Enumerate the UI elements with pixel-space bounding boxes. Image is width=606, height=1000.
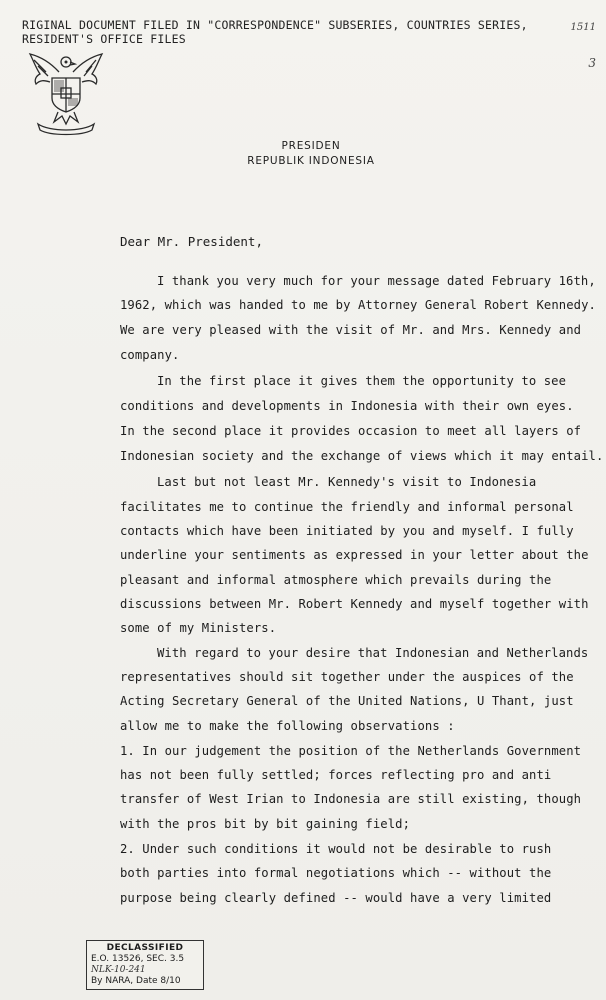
letter-line: Last but not least Mr. Kennedy's visit to Indonesia bbox=[157, 475, 537, 489]
stamp-reviewer-date: By NARA, Date 8/10 bbox=[91, 976, 181, 986]
letter-line: 2. Under such conditions it would not be desirable to rush bbox=[120, 842, 552, 856]
letter-line: In the first place it gives them the opportunity to see bbox=[157, 374, 567, 388]
letterhead-title: PRESIDEN bbox=[281, 140, 341, 152]
letter-line: facilitates me to continue the friendly and informal personal bbox=[120, 500, 574, 514]
letter-line: underline your sentiments as expressed in your letter about the bbox=[120, 548, 589, 562]
letter-line: Acting Secretary General of the United Nations, U Thant, just bbox=[120, 694, 574, 708]
letter-line: transfer of West Irian to Indonesia are still existing, though bbox=[120, 792, 582, 806]
archive-header-line-2: RESIDENT'S OFFICE FILES bbox=[22, 32, 186, 46]
letter-line: conditions and developments in Indonesia with their own eyes. bbox=[120, 399, 574, 413]
salutation: Dear Mr. President, bbox=[120, 234, 263, 249]
letter-line: I thank you very much for your message dated February 16th, bbox=[157, 274, 596, 288]
letter-line: purpose being clearly defined -- would have a very limited bbox=[120, 891, 552, 905]
side-page-mark: 3 bbox=[588, 56, 596, 70]
letter-line: 1962, which was handed to me by Attorney General Robert Kennedy. bbox=[120, 298, 596, 312]
letter-line: has not been fully settled; forces reflecting pro and anti bbox=[120, 768, 552, 782]
letter-line: Indonesian society and the exchange of views which it may entail. bbox=[120, 449, 604, 463]
letterhead-subtitle: REPUBLIK INDONESIA bbox=[247, 155, 375, 167]
archive-header-line-1: RIGINAL DOCUMENT FILED IN "CORRESPONDENCE" SUBSERIES, COUNTRIES SERIES, bbox=[22, 18, 528, 32]
declassification-stamp bbox=[86, 940, 204, 990]
letter-line: both parties into formal negotiations which -- without the bbox=[120, 866, 552, 880]
letter-line: representatives should sit together under the auspices of the bbox=[120, 670, 574, 684]
letter-line: We are very pleased with the visit of Mr. and Mrs. Kennedy and bbox=[120, 323, 582, 337]
stamp-title: DECLASSIFIED bbox=[106, 943, 184, 953]
letter-line: With regard to your desire that Indonesian and Netherlands bbox=[157, 646, 589, 660]
page-number-mark: 1511 bbox=[570, 22, 596, 33]
letter-line: company. bbox=[120, 348, 180, 362]
letter-line: some of my Ministers. bbox=[120, 621, 277, 635]
letter-line: contacts which have been initiated by you and myself. I fully bbox=[120, 524, 574, 538]
letter-line: allow me to make the following observations : bbox=[120, 719, 455, 733]
letter-line: with the pros bit by bit gaining field; bbox=[120, 817, 411, 831]
letter-line: pleasant and informal atmosphere which prevails during the bbox=[120, 573, 552, 587]
letter-line: discussions between Mr. Robert Kennedy and myself together with bbox=[120, 597, 589, 611]
stamp-case-number: NLK-10-241 bbox=[91, 965, 146, 975]
letter-line: 1. In our judgement the position of the Netherlands Government bbox=[120, 744, 582, 758]
stamp-authority: E.O. 13526, SEC. 3.5 bbox=[91, 954, 185, 964]
garuda-emblem-icon bbox=[26, 50, 106, 138]
letter-line: In the second place it provides occasion to meet all layers of bbox=[120, 424, 582, 438]
